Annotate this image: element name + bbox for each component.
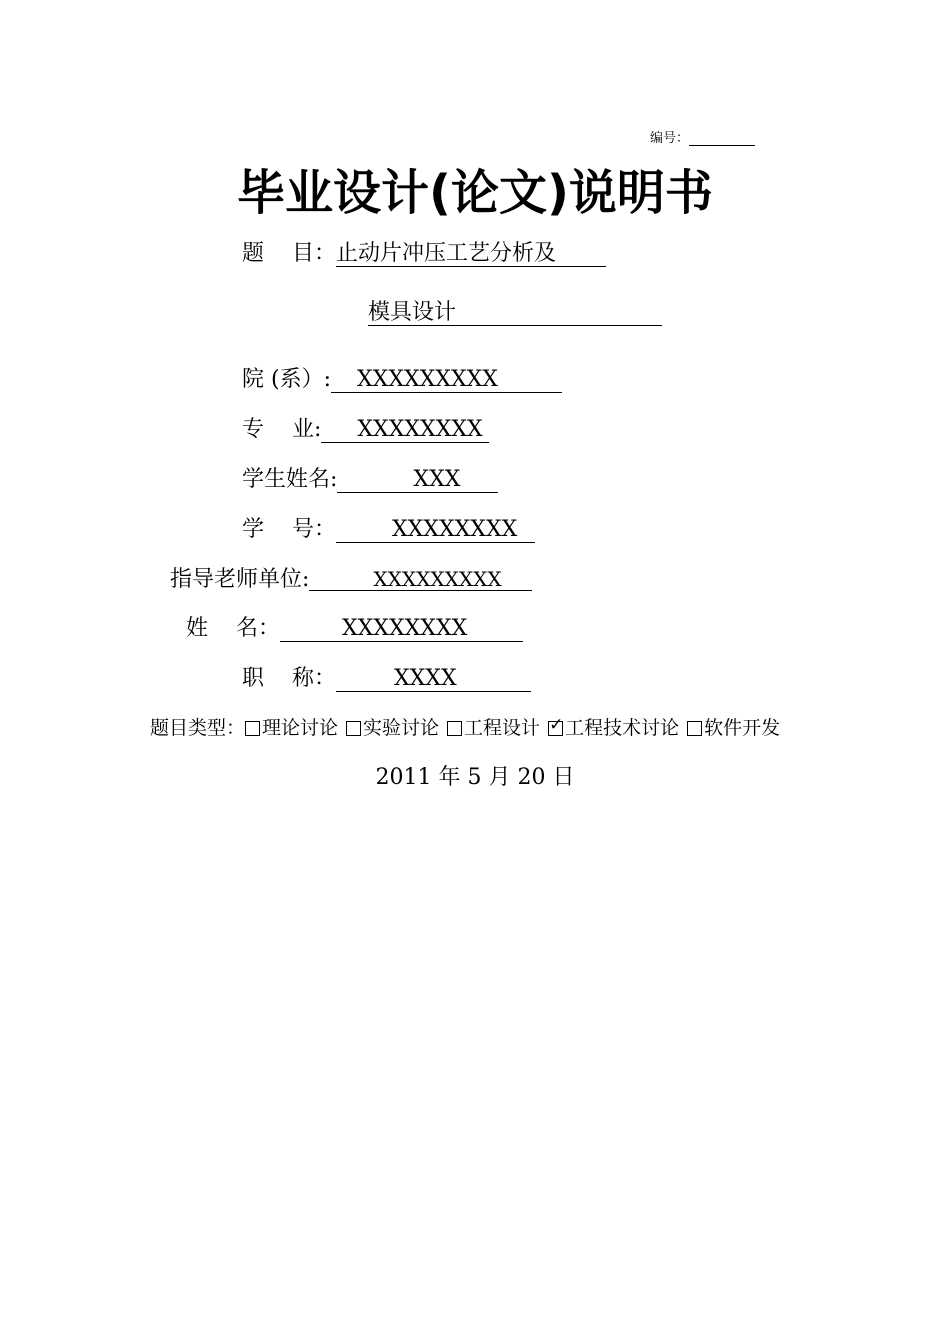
advisor-title-row xyxy=(242,661,531,692)
student-name-row xyxy=(242,462,498,493)
topic-label: 题 目： xyxy=(242,241,336,266)
checkbox[interactable] xyxy=(447,721,462,736)
department-row xyxy=(242,362,562,393)
advisor-name-value: XXXXXXXX xyxy=(280,617,523,642)
department-value: XXXXXXXXX xyxy=(331,368,562,393)
student-id-value: XXXXXXXX xyxy=(336,518,535,543)
topic-value-line1: 止动片冲压工艺分析及 xyxy=(336,242,606,267)
major-label: 专 业: xyxy=(242,417,322,442)
serial-label: 编号： xyxy=(650,131,690,146)
topic-row-2 xyxy=(368,300,662,326)
topic-row xyxy=(242,236,606,267)
advisor-unit-value: XXXXXXXXX xyxy=(309,568,531,591)
option-label: 理论讨论 xyxy=(262,717,339,739)
checkmark-icon: ✓ xyxy=(549,715,564,735)
advisor-title-label: 职 称： xyxy=(242,666,336,691)
advisor-title-value: XXXX xyxy=(336,667,531,692)
topic-type-option[interactable] xyxy=(447,717,540,739)
checkbox[interactable] xyxy=(687,721,702,736)
student-id-row xyxy=(242,512,535,543)
date: 2011 年 5 月 20 日 xyxy=(375,765,575,790)
advisor-unit-label: 指导老师单位: xyxy=(170,567,310,592)
advisor-name-label: 姓 名： xyxy=(186,616,280,641)
topic-type-option[interactable] xyxy=(548,717,679,739)
topic-type-label: 题目类型： xyxy=(150,717,246,739)
checkbox[interactable] xyxy=(245,721,260,736)
major-value: XXXXXXXX xyxy=(321,418,488,443)
topic-type-option[interactable] xyxy=(687,717,780,739)
serial-value xyxy=(689,129,755,146)
major-row xyxy=(242,412,489,443)
serial-number xyxy=(650,127,755,146)
topic-value-line2: 模具设计 xyxy=(368,301,662,326)
option-label: 工程技术讨论 xyxy=(565,717,680,739)
department-label: 院 (系）: xyxy=(242,367,331,392)
checkbox[interactable] xyxy=(346,721,361,736)
student-name-label: 学生姓名: xyxy=(242,467,338,492)
topic-type-row xyxy=(150,713,780,740)
document-title: 毕业设计(论文)说明书 xyxy=(237,165,713,221)
topic-type-option[interactable] xyxy=(346,717,439,739)
student-id-label: 学 号： xyxy=(242,517,336,542)
option-label: 工程设计 xyxy=(464,717,541,739)
checkbox-checked[interactable] xyxy=(548,715,564,736)
option-label: 实验讨论 xyxy=(363,717,440,739)
topic-type-option[interactable] xyxy=(245,717,338,739)
advisor-unit-row xyxy=(170,562,532,593)
advisor-name-row xyxy=(186,611,523,642)
option-label: 软件开发 xyxy=(704,717,781,739)
student-name-value: XXX xyxy=(337,468,498,493)
